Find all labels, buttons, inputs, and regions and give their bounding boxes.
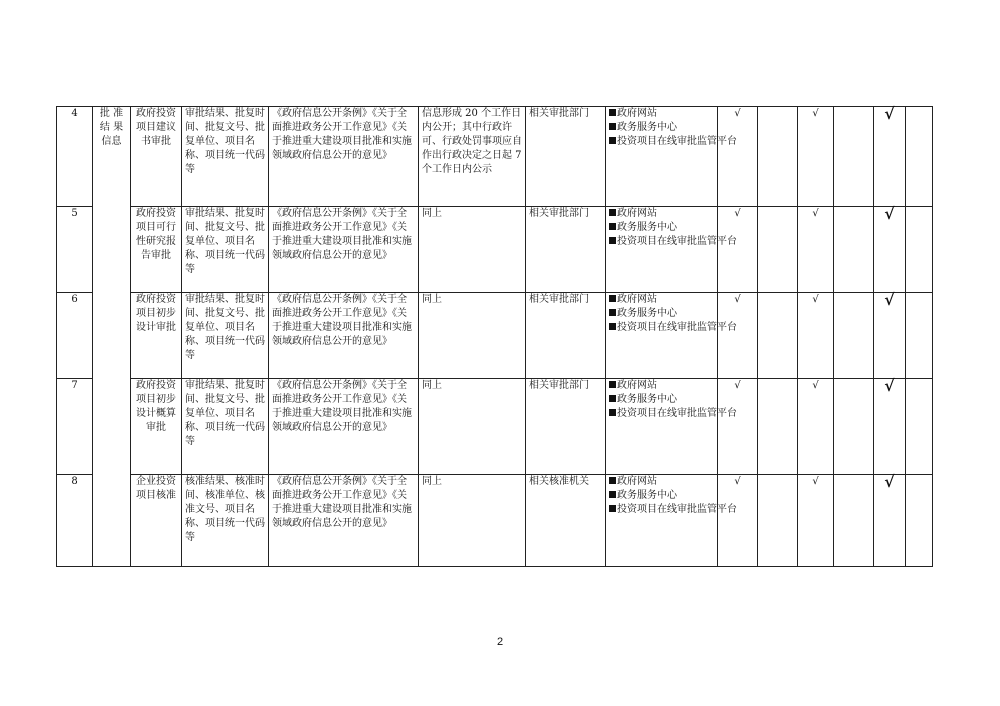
disclosure-timeline: 同上 — [419, 207, 526, 293]
filled-square-icon — [609, 109, 616, 116]
disclosure-content: 审批结果、批复时间、批复文号、批复单位、项目名称、项目统一代码等 — [182, 207, 269, 293]
channel-item — [609, 121, 714, 135]
channel-item — [609, 475, 714, 489]
empty-cell — [758, 107, 798, 207]
empty-cell — [834, 379, 874, 475]
item-name: 政府投资项目建议书审批 — [131, 107, 182, 207]
empty-cell — [906, 207, 933, 293]
disclosure-content: 审批结果、批复时间、批复文号、批复单位、项目名称、项目统一代码等 — [182, 107, 269, 207]
channel-label: 政务服务中心 — [617, 122, 677, 133]
empty-cell — [758, 379, 798, 475]
row-number: 7 — [57, 379, 93, 475]
channel-label: 政府网站 — [617, 208, 657, 219]
empty-cell — [758, 293, 798, 379]
channel-label: 政务服务中心 — [617, 308, 677, 319]
disclosure-timeline: 同上 — [419, 475, 526, 567]
filled-square-icon — [609, 323, 616, 330]
filled-square-icon — [609, 309, 616, 316]
disclosure-subject: 相关审批部门 — [526, 207, 606, 293]
empty-cell — [834, 293, 874, 379]
row-number: 4 — [57, 107, 93, 207]
check-mark-b: √ — [798, 207, 834, 293]
filled-square-icon — [609, 381, 616, 388]
disclosure-channels — [606, 379, 737, 475]
channel-item — [609, 307, 714, 321]
channel-item — [609, 321, 737, 335]
check-mark-c: √ — [874, 379, 906, 475]
channel-item — [609, 489, 714, 503]
page-number: 2 — [496, 636, 504, 648]
channel-label: 投资项目在线审批监管平台 — [617, 136, 737, 147]
channel-item — [609, 407, 737, 421]
disclosure-channels — [606, 475, 737, 567]
check-mark-c: √ — [874, 475, 906, 567]
disclosure-channels — [606, 107, 737, 207]
channel-label: 政务服务中心 — [617, 490, 677, 501]
item-name: 企业投资项目核准 — [131, 475, 182, 567]
filled-square-icon — [609, 491, 616, 498]
item-name: 政府投资项目初步设计审批 — [131, 293, 182, 379]
check-mark-b: √ — [798, 475, 834, 567]
check-mark-a: √ — [718, 207, 758, 293]
filled-square-icon — [609, 477, 616, 484]
row-number: 5 — [57, 207, 93, 293]
filled-square-icon — [609, 409, 616, 416]
empty-cell — [758, 207, 798, 293]
channel-item — [609, 107, 714, 121]
table-row — [57, 475, 933, 567]
channel-label: 政府网站 — [617, 476, 657, 487]
channel-item — [609, 235, 737, 249]
channel-item — [609, 393, 714, 407]
table-row — [57, 293, 933, 379]
filled-square-icon — [609, 237, 616, 244]
table-row — [57, 207, 933, 293]
table-row — [57, 107, 933, 207]
filled-square-icon — [609, 209, 616, 216]
empty-cell — [906, 379, 933, 475]
channel-label: 政务服务中心 — [617, 222, 677, 233]
disclosure-basis: 《政府信息公开条例》《关于全面推进政务公开工作意见》《关于推进重大建设项目批准和实施领域政府信息公开的意见》 — [269, 475, 419, 567]
check-mark-c: √ — [874, 293, 906, 379]
disclosure-subject: 相关审批部门 — [526, 379, 606, 475]
empty-cell — [834, 207, 874, 293]
channel-item — [609, 503, 737, 517]
check-mark-a: √ — [718, 379, 758, 475]
disclosure-timeline: 同上 — [419, 379, 526, 475]
empty-cell — [906, 107, 933, 207]
empty-cell — [758, 475, 798, 567]
filled-square-icon — [609, 137, 616, 144]
disclosure-content: 审批结果、批复时间、批复文号、批复单位、项目名称、项目统一代码等 — [182, 379, 269, 475]
item-name: 政府投资项目可行性研究报告审批 — [131, 207, 182, 293]
disclosure-subject: 相关审批部门 — [526, 107, 606, 207]
channel-label: 投资项目在线审批监管平台 — [617, 236, 737, 247]
channel-item — [609, 207, 714, 221]
check-mark-a: √ — [718, 107, 758, 207]
channel-item — [609, 293, 714, 307]
disclosure-basis: 《政府信息公开条例》《关于全面推进政务公开工作意见》《关于推进重大建设项目批准和实施领域政府信息公开的意见》 — [269, 107, 419, 207]
filled-square-icon — [609, 395, 616, 402]
item-name: 政府投资项目初步设计概算审批 — [131, 379, 182, 475]
check-mark-c: √ — [874, 107, 906, 207]
filled-square-icon — [609, 223, 616, 230]
check-mark-a: √ — [718, 475, 758, 567]
check-mark-b: √ — [798, 379, 834, 475]
disclosure-timeline: 同上 — [419, 293, 526, 379]
empty-cell — [834, 107, 874, 207]
empty-cell — [906, 293, 933, 379]
table-row — [57, 379, 933, 475]
disclosure-basis: 《政府信息公开条例》《关于全面推进政务公开工作意见》《关于推进重大建设项目批准和实施领域政府信息公开的意见》 — [269, 207, 419, 293]
channel-label: 政府网站 — [617, 108, 657, 119]
row-number: 6 — [57, 293, 93, 379]
channel-item — [609, 221, 714, 235]
check-mark-b: √ — [798, 293, 834, 379]
filled-square-icon — [609, 505, 616, 512]
filled-square-icon — [609, 123, 616, 130]
channel-label: 政府网站 — [617, 380, 657, 391]
check-mark-c: √ — [874, 207, 906, 293]
category-cell: 批 准 结 果 信息 — [93, 107, 131, 567]
disclosure-channels — [606, 293, 737, 379]
disclosure-content: 核准结果、核准时间、核准单位、核准文号、项目名称、项目统一代码等 — [182, 475, 269, 567]
disclosure-subject: 相关审批部门 — [526, 293, 606, 379]
disclosure-channels — [606, 207, 737, 293]
channel-label: 政府网站 — [617, 294, 657, 305]
disclosure-content: 审批结果、批复时间、批复文号、批复单位、项目名称、项目统一代码等 — [182, 293, 269, 379]
row-number: 8 — [57, 475, 93, 567]
channel-label: 投资项目在线审批监管平台 — [617, 322, 737, 333]
check-mark-a: √ — [718, 293, 758, 379]
disclosure-basis: 《政府信息公开条例》《关于全面推进政务公开工作意见》《关于推进重大建设项目批准和实施领域政府信息公开的意见》 — [269, 379, 419, 475]
channel-item — [609, 379, 714, 393]
disclosure-timeline: 信息形成 20 个工作日内公开；其中行政许可、行政处罚事项应自作出行政决定之日起 7 个工作日内公示 — [419, 107, 526, 207]
disclosure-basis: 《政府信息公开条例》《关于全面推进政务公开工作意见》《关于推进重大建设项目批准和实施领域政府信息公开的意见》 — [269, 293, 419, 379]
channel-label: 政务服务中心 — [617, 394, 677, 405]
empty-cell — [906, 475, 933, 567]
disclosure-table — [56, 106, 933, 567]
channel-label: 投资项目在线审批监管平台 — [617, 408, 737, 419]
channel-item — [609, 135, 737, 149]
channel-label: 投资项目在线审批监管平台 — [617, 504, 737, 515]
check-mark-b: √ — [798, 107, 834, 207]
filled-square-icon — [609, 295, 616, 302]
disclosure-subject: 相关核准机关 — [526, 475, 606, 567]
empty-cell — [834, 475, 874, 567]
